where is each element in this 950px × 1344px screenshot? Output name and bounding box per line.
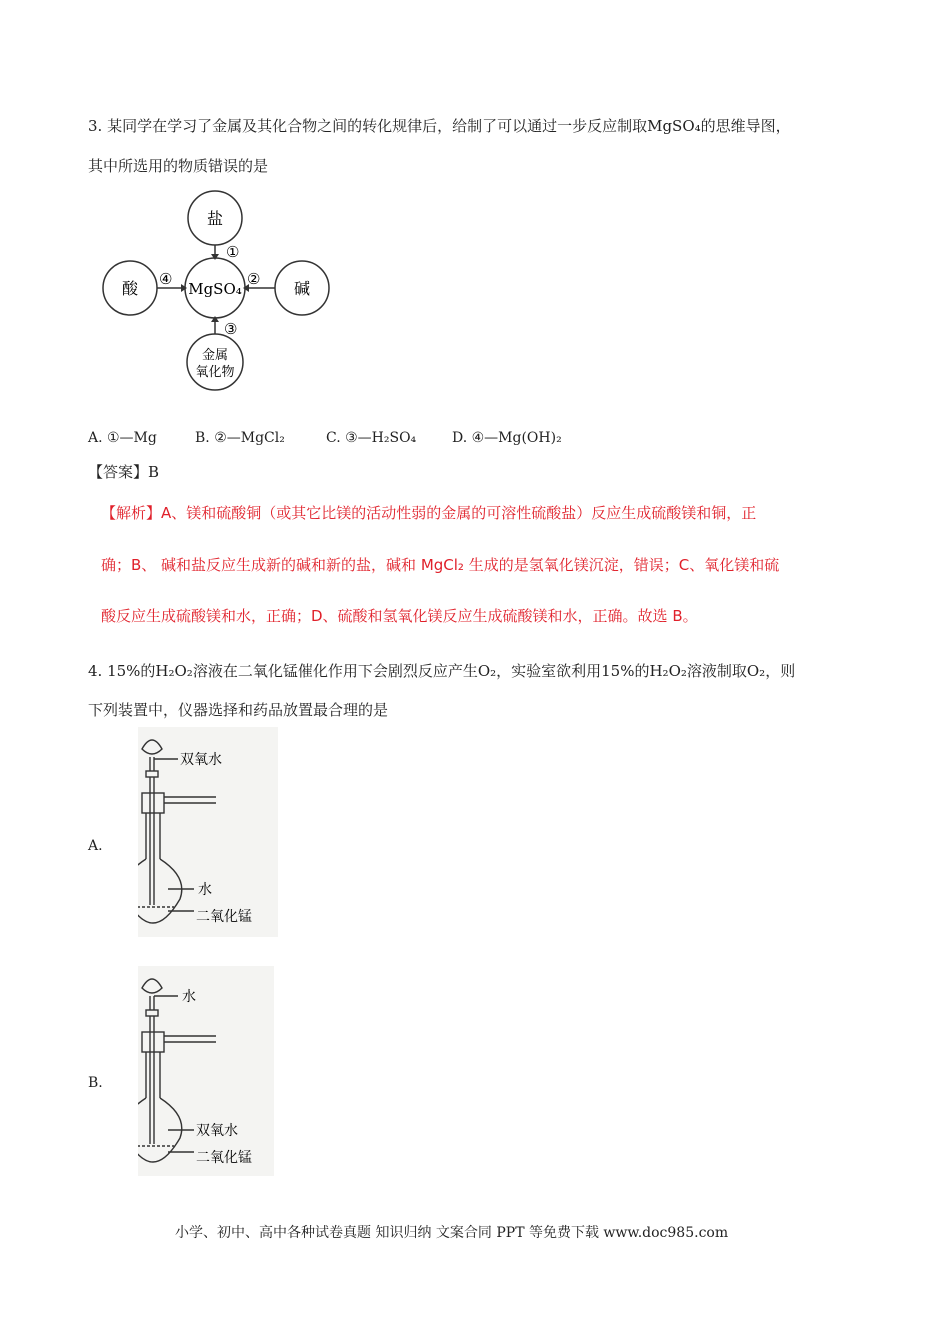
bottom-label-b: 二氧化锰 (196, 1150, 252, 1166)
apparatus-a-letter: A. (88, 838, 103, 854)
option-d: D. ④—Mg(OH)₂ (452, 430, 562, 446)
mgso4-label: MgSO₄ (188, 280, 242, 298)
question-4-line-1: 4. 15%的H₂O₂溶液在二氧化锰催化作用下会剧烈反应产生O₂，实验室欲利用15%的H₂O₂溶液制取O₂，则 (88, 662, 796, 680)
base-label: 碱 (293, 279, 311, 298)
footer-text: 小学、初中、高中各种试卷真题 知识归纳 文案合同 PPT 等免费下载 www.doc985.com (175, 1225, 729, 1241)
oxide-label: 氧化物 (195, 365, 235, 380)
answer: 【答案】B (88, 463, 160, 481)
option-a: A. ①—Mg (88, 430, 157, 446)
number-2: ② (247, 270, 261, 288)
metal-label: 金属 (201, 348, 229, 363)
number-1: ① (226, 243, 240, 261)
analysis-line-2: 确；B、 碱和盐反应生成新的碱和新的盐，碱和 MgCl₂ 生成的是氢氧化镁沉淀，错误；C、氧化镁和硫 (101, 556, 780, 574)
option-c: C. ③—H₂SO₄ (326, 430, 417, 446)
acid-label: 酸 (121, 279, 139, 298)
analysis-line-3: 酸反应生成硫酸镁和水，正确；D、硫酸和氢氧化镁反应生成硫酸镁和水，正确。故选 B。 (101, 607, 698, 625)
number-4: ④ (159, 270, 173, 288)
option-b: B. ②—MgCl₂ (195, 430, 285, 446)
number-3: ③ (224, 320, 238, 338)
apparatus-a-diagram (138, 727, 278, 937)
flask-label-b: 双氧水 (196, 1123, 238, 1139)
question-3-line-2: 其中所选用的物质错误的是 (88, 157, 269, 175)
apparatus-b-letter: B. (88, 1075, 103, 1091)
apparatus-b-diagram (138, 966, 274, 1176)
question-4-line-2: 下列装置中，仪器选择和药品放置最合理的是 (88, 701, 389, 719)
bottom-label-a: 二氧化锰 (196, 909, 252, 925)
analysis-line-1: 【解析】A、镁和硫酸铜（或其它比镁的活动性弱的金属的可溶性硫酸盐）反应生成硫酸镁和铜，正 (101, 504, 757, 522)
salt-label: 盐 (206, 209, 224, 228)
mgso4-mind-map (90, 188, 340, 398)
funnel-label-a: 双氧水 (180, 752, 222, 768)
flask-label-a: 水 (198, 882, 212, 898)
question-3-line-1: 3. 某同学在学习了金属及其化合物之间的转化规律后，给制了可以通过一步反应制取MgSO₄的思维导图， (88, 117, 791, 135)
funnel-label-b: 水 (182, 989, 196, 1005)
